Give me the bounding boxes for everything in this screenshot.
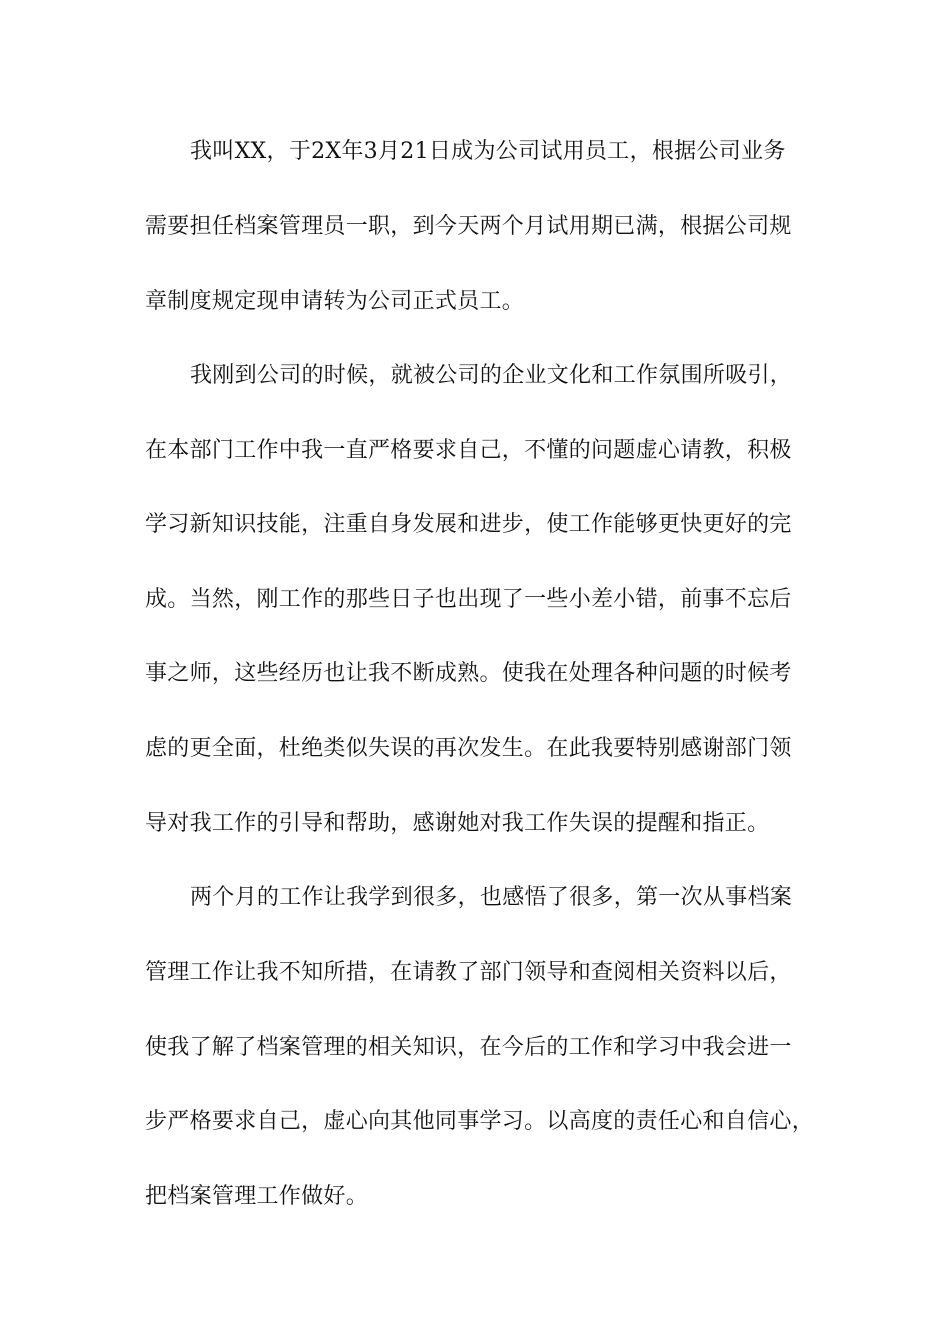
- paragraph-2-line-3: 学习新知识技能，注重自身发展和进步，使工作能够更快更好的完: [145, 512, 792, 537]
- paragraph-1-line-1: 我叫XX，于2X年3月21日成为公司试用员工，根据公司业务: [190, 139, 786, 164]
- paragraph-2-line-1: 我刚到公司的时候，就被公司的企业文化和工作氛围所吸引，: [190, 363, 793, 388]
- paragraph-3-line-3: 使我了解了档案管理的相关知识，在今后的工作和学习中我会进一: [145, 1035, 792, 1060]
- paragraph-3-line-5: 把档案管理工作做好。: [145, 1184, 369, 1209]
- paragraph-3-line-4: 步严格要求自己，虚心向其他同事学习。以高度的责任心和自信心，: [145, 1109, 815, 1134]
- paragraph-2-line-5: 事之师，这些经历也让我不断成熟。使我在处理各种问题的时候考: [145, 661, 792, 686]
- paragraph-2-line-4: 成。当然，刚工作的那些日子也出现了一些小差小错，前事不忘后: [145, 587, 792, 612]
- paragraph-2-line-2: 在本部门工作中我一直严格要求自己，不懂的问题虚心请教，积极: [145, 438, 792, 463]
- paragraph-1-line-3: 章制度规定现申请转为公司正式员工。: [145, 289, 525, 314]
- paragraph-2-line-6: 虑的更全面，杜绝类似失误的再次发生。在此我要特别感谢部门领: [145, 736, 792, 761]
- paragraph-2-line-7: 导对我工作的引导和帮助，感谢她对我工作失误的提醒和指正。: [145, 811, 770, 836]
- paragraph-3-line-2: 管理工作让我不知所措，在请教了部门领导和查阅相关资料以后，: [145, 960, 792, 985]
- paragraph-1-line-2: 需要担任档案管理员一职，到今天两个月试用期已满，根据公司规: [145, 214, 792, 239]
- paragraph-3-line-1: 两个月的工作让我学到很多，也感悟了很多，第一次从事档案: [190, 885, 793, 910]
